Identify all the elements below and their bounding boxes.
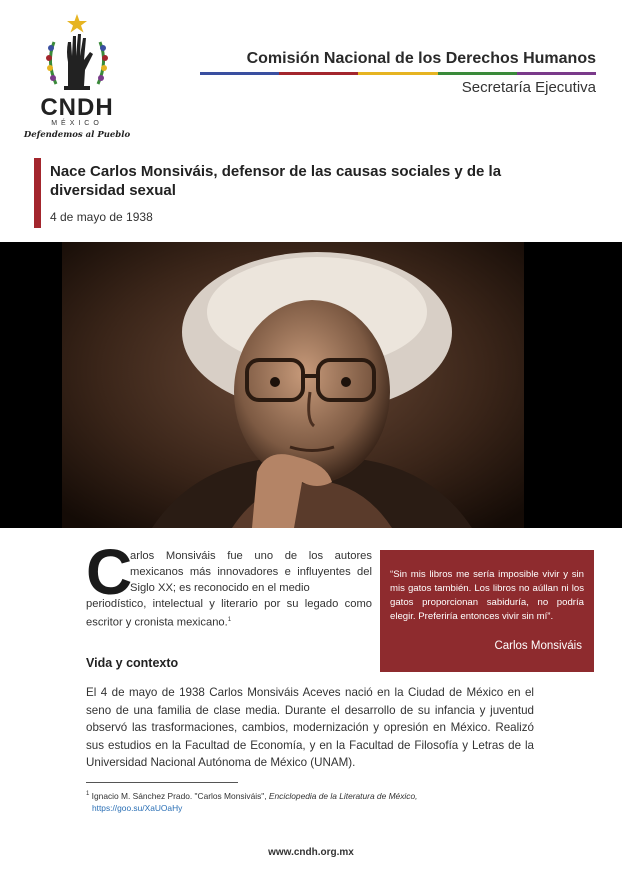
portrait-photo	[0, 242, 622, 528]
quote-box	[380, 550, 594, 672]
color-stripe	[200, 72, 596, 75]
stripe-segment	[517, 72, 596, 75]
section-paragraph: El 4 de mayo de 1938 Carlos Monsiváis Aceves nació en la Ciudad de México en el seno de una familia de clase media. Durante el desarrollo de su infancia y juventud observó las trasformaciones, cambios, modernización y opresión en México. Realizó sus estudios en la Facultad de Economía, y en la Facultad de Filosofía y Letras de la Universidad Nacional Autónoma de México (UNAM).	[86, 686, 534, 769]
title-accent-bar	[34, 158, 41, 228]
article-date: 4 de mayo de 1938	[50, 210, 153, 224]
portrait-image	[62, 242, 524, 528]
intro-paragraph	[86, 596, 372, 631]
drop-cap: C	[86, 536, 133, 608]
quote-text: “Sin mis libros me sería imposible vivir y sin mis gatos también. Los libros no aúllan ni los gatos proporcionan sabiduría, no podría elegir. Preferiría entonces vivir sin mí”.	[390, 569, 584, 622]
footnote-reference[interactable]: 1	[227, 617, 232, 623]
stripe-segment	[200, 72, 279, 75]
footnote-divider	[86, 782, 238, 783]
stripe-segment	[279, 72, 358, 75]
intro-first-lines: arlos Monsiváis fue uno de los autores mexicanos más innovadores e influyentes del Siglo XX; es reconocido en el medio	[130, 550, 372, 594]
footnote-work: Enciclopedia de la Literatura de México,	[268, 790, 418, 801]
footer-url[interactable]: www.cndh.org.mx	[268, 847, 354, 858]
stripe-segment	[438, 72, 517, 75]
article-title: Nace Carlos Monsiváis, defensor de las causas sociales y de la diversidad sexual	[50, 163, 502, 199]
footnote-number: 1	[86, 791, 90, 797]
intro-rest-text: periodístico, intelectual y literario por su legado como escritor y cronista mexicano.	[86, 598, 372, 629]
department-name: Secretaría Ejecutiva	[461, 79, 596, 96]
footnote-author: Ignacio M. Sánchez Prado. "Carlos Monsiváis",	[91, 790, 267, 801]
organization-name: Comisión Nacional de los Derechos Humanos	[246, 50, 596, 67]
raised-hand-emblem-icon	[40, 12, 114, 96]
footnote-link[interactable]: https://goo.su/XaUOaHy	[92, 802, 183, 813]
section-heading: Vida y contexto	[86, 656, 179, 670]
logo-country: MÉXICO	[51, 120, 103, 127]
stripe-segment	[358, 72, 437, 75]
cndh-logo	[22, 12, 132, 140]
quote-author: Carlos Monsiváis	[494, 640, 582, 652]
logo-motto: Defendemos al Pueblo	[23, 130, 131, 140]
footnote	[86, 788, 526, 814]
logo-wordmark: CNDH	[40, 94, 114, 121]
